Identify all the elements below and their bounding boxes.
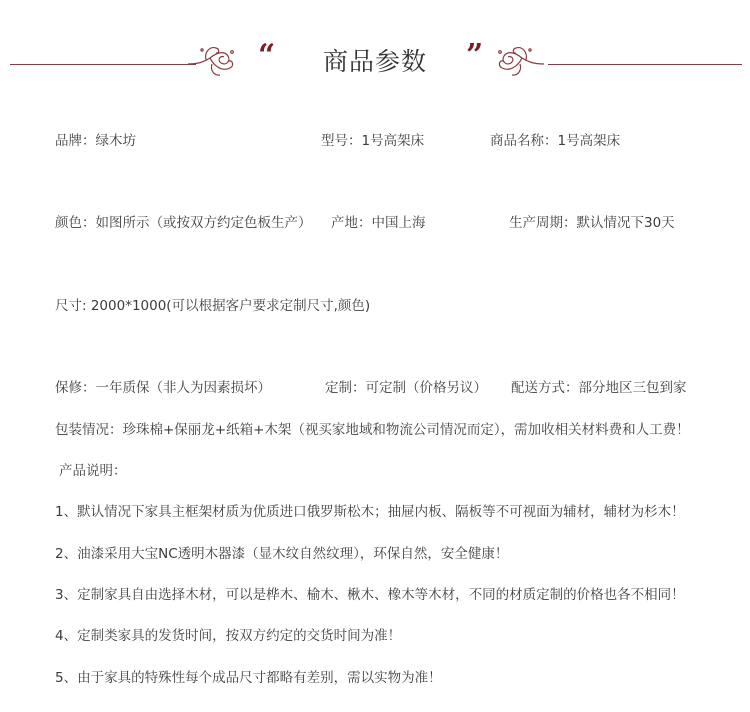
brand-field: 品牌：绿木坊 — [55, 133, 136, 149]
section-header — [0, 0, 750, 100]
close-quote-mark: ” — [466, 38, 484, 73]
description-item-4: 4、定制类家具的发货时间，按双方约定的交货时间为准！ — [55, 628, 402, 644]
left-flourish-icon — [186, 40, 236, 80]
description-heading: 产品说明： — [59, 463, 127, 479]
open-quote-mark: “ — [258, 38, 276, 73]
description-item-2: 2、油漆采用大宝NC透明木器漆（显木纹自然纹理），环保自然，安全健康！ — [55, 546, 509, 562]
production-cycle-field: 生产周期：默认情况下30天 — [509, 215, 675, 231]
warranty-field: 保修：一年质保（非人为因素损坏） — [55, 380, 271, 396]
customization-field: 定制：可定制（价格另议） — [325, 380, 487, 396]
header-left-rule — [10, 64, 196, 65]
model-field: 型号：1号高架床 — [321, 133, 425, 149]
size-field: 尺寸: 2000*1000(可以根据客户要求定制尺寸,颜色) — [55, 298, 371, 314]
description-item-1: 1、默认情况下家具主框架材质为优质进口俄罗斯松木；抽屉内板、隔板等不可视面为辅材，辅材为杉木！ — [55, 504, 685, 520]
origin-field: 产地：中国上海 — [331, 215, 426, 231]
description-item-3: 3、定制家具自由选择木材，可以是桦木、榆木、楸木、橡木等木材，不同的材质定制的价格也各不相同！ — [55, 587, 685, 603]
packaging-field: 包装情况：珍珠棉+保丽龙+纸箱+木架（视买家地域和物流公司情况而定），需加收相关材料费和人工费！ — [55, 422, 690, 438]
description-item-5: 5、由于家具的特殊性每个成品尺寸都略有差别，需以实物为准！ — [55, 670, 442, 686]
delivery-field: 配送方式：部分地区三包到家 — [511, 380, 687, 396]
header-right-rule — [548, 64, 742, 65]
color-field: 颜色：如图所示（或按双方约定色板生产） — [55, 215, 312, 231]
product-name-field: 商品名称：1号高架床 — [490, 133, 621, 149]
page-title: 商品参数 — [322, 47, 427, 76]
right-flourish-icon — [496, 40, 546, 80]
